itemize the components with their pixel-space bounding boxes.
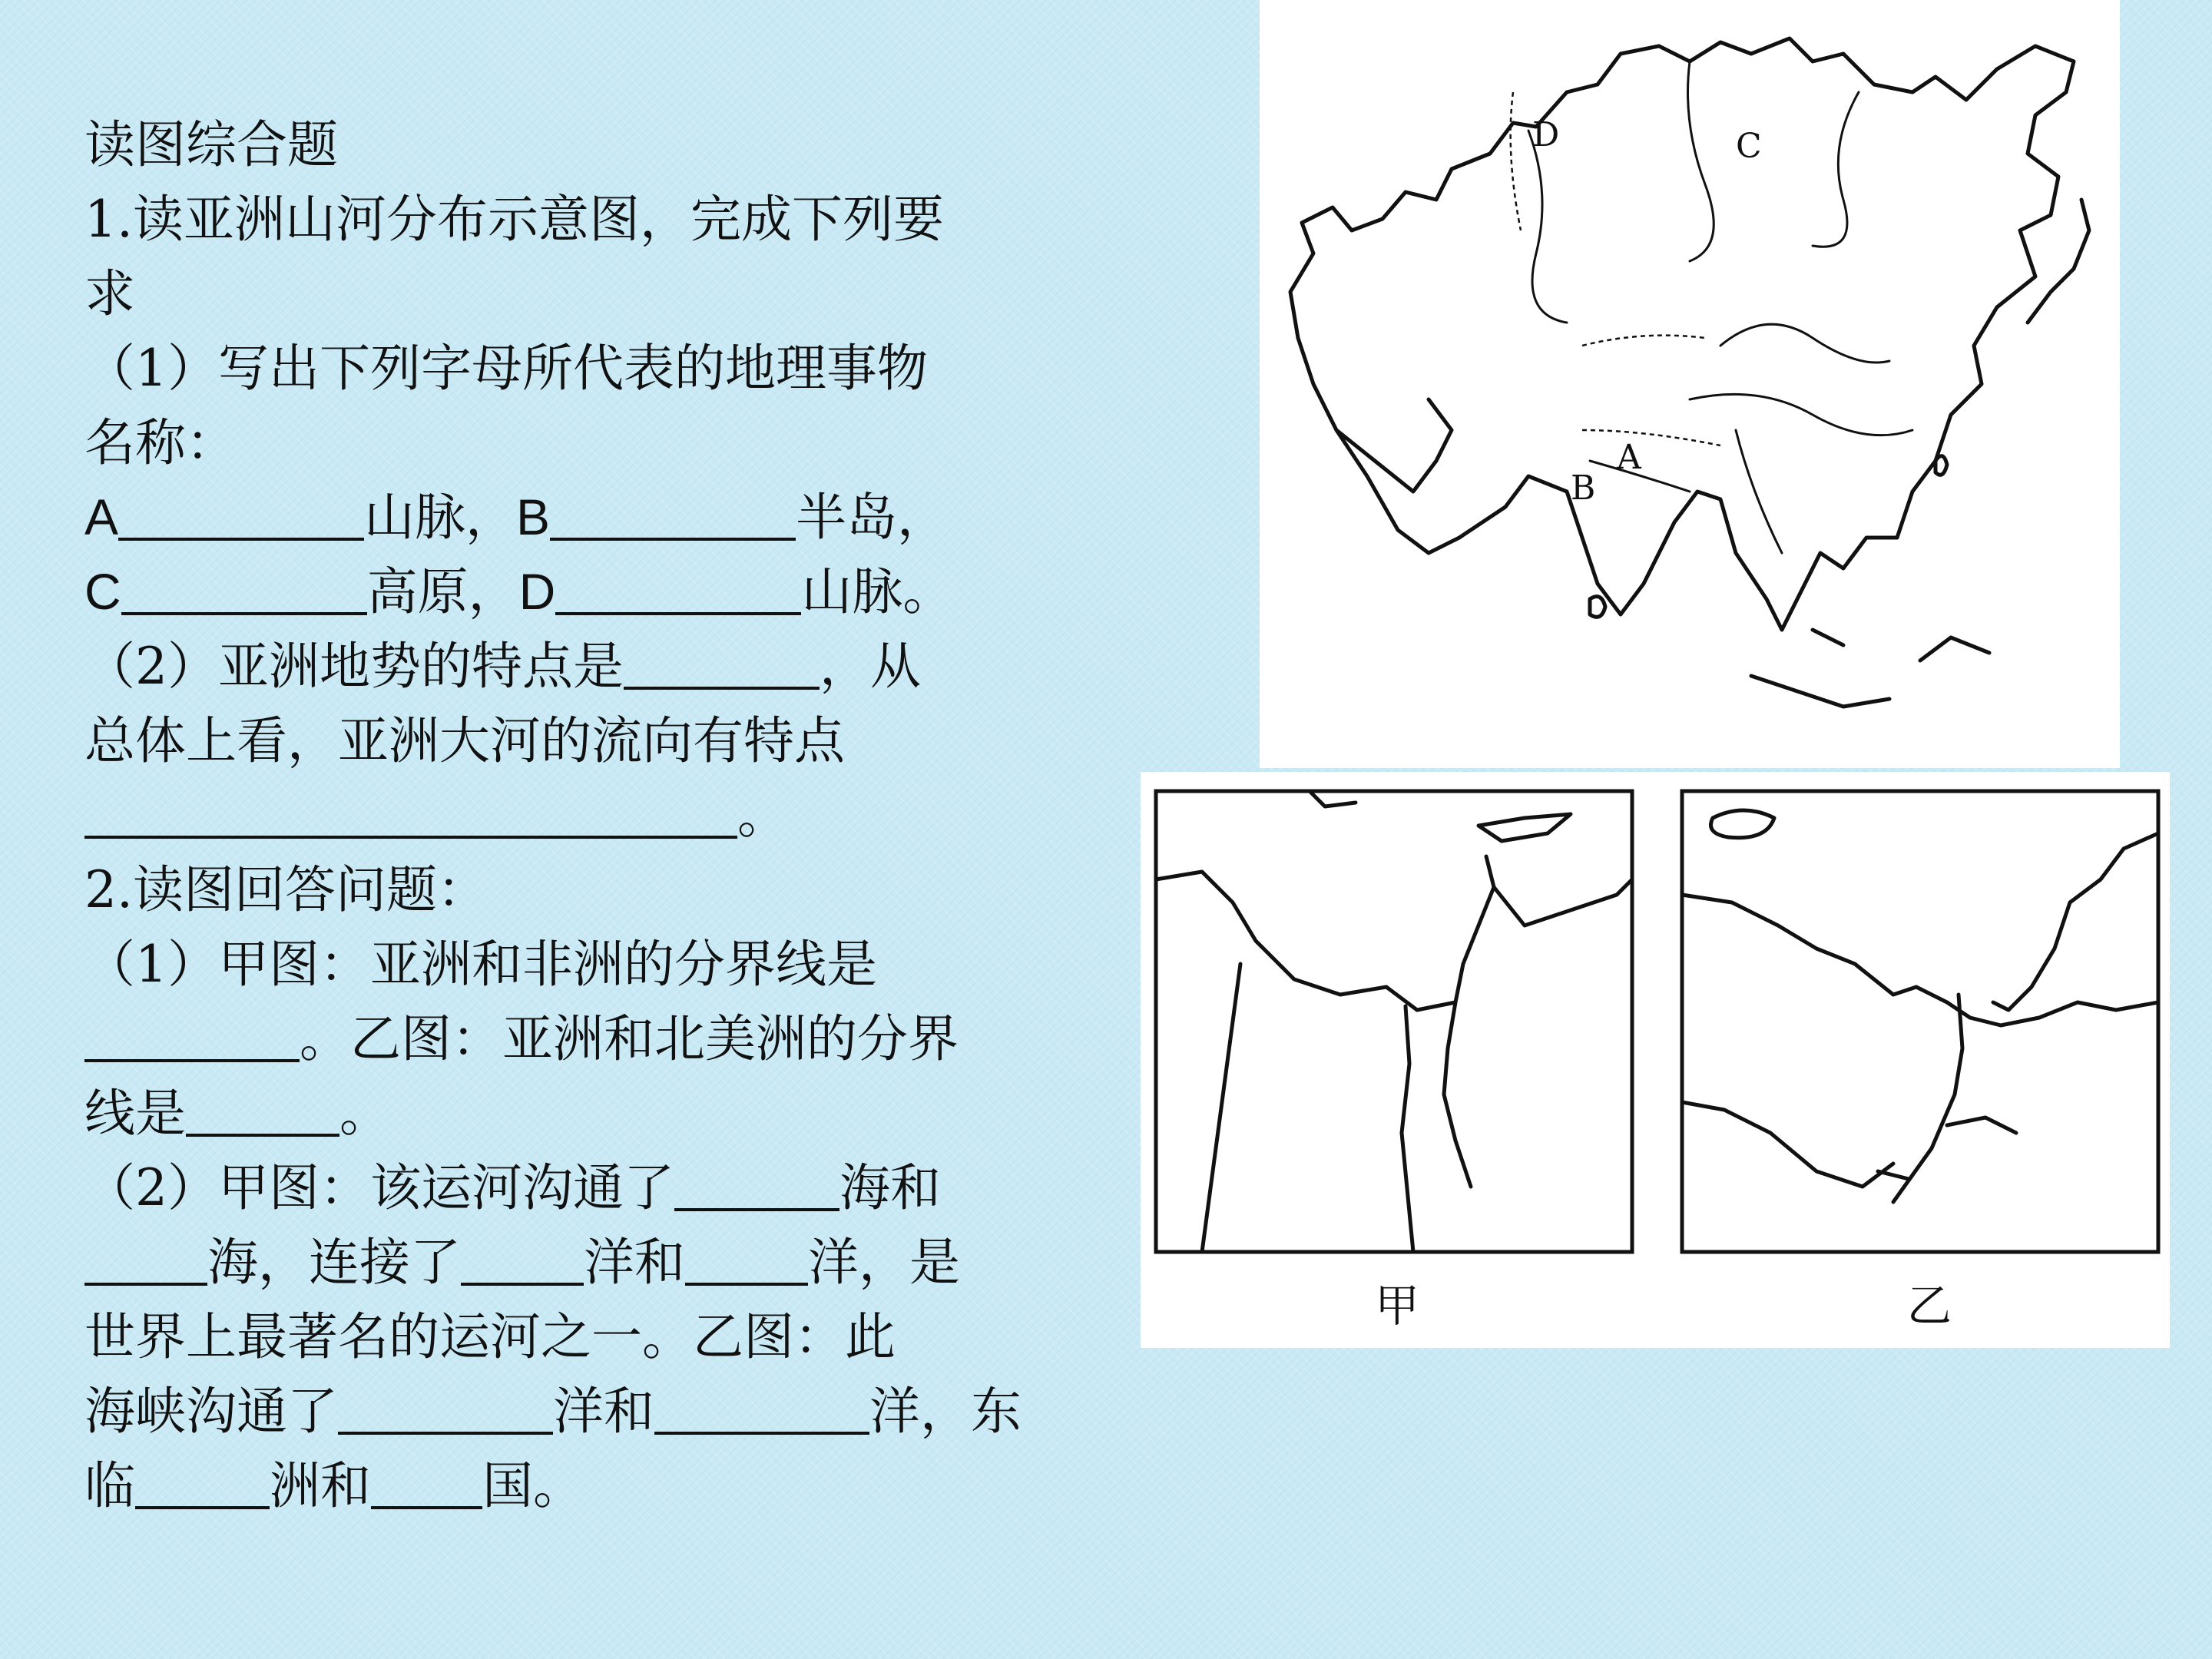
lena-river — [1813, 92, 1859, 247]
yangtze-river — [1690, 394, 1912, 435]
answer-blank-ocean1[interactable] — [461, 1232, 584, 1286]
answer-blank-asia-africa[interactable] — [84, 1008, 300, 1062]
map-label-a: A — [1617, 438, 1641, 477]
q1-stem-line2: 求 — [84, 264, 135, 323]
answer-blank-river-flow[interactable] — [84, 785, 737, 839]
answer-blank-asia-namerica[interactable] — [186, 1083, 339, 1137]
answer-blank-strait-ocean1[interactable] — [338, 1381, 553, 1435]
q1-part1-line1: （1）写出下列字母所代表的地理事物 — [84, 339, 928, 398]
jia-cyprus — [1479, 814, 1571, 841]
himalaya-range — [1582, 430, 1720, 445]
q1-part1-line2: 名称： — [84, 413, 237, 472]
tianshan-range — [1582, 336, 1705, 346]
answer-blank-d[interactable] — [555, 561, 801, 615]
q1-stem-line1: 1.读亚洲山河分布示意图，完成下列要 — [84, 190, 944, 249]
q1-part2-line2: 总体上看，亚洲大河的流向有特点 — [84, 711, 845, 770]
answer-blank-sea1[interactable] — [674, 1157, 839, 1211]
q2-part1-line1: （1）甲图：亚洲和非洲的分界线是 — [84, 935, 877, 994]
map-label-c: C — [1736, 127, 1762, 166]
jia-top-island — [1310, 791, 1356, 806]
asia-rivers-mountains-map — [1260, 0, 2120, 768]
yi-alaska-coast — [1993, 833, 2158, 1010]
yi-southern-islands — [1878, 1118, 2016, 1179]
jia-levant-coast — [1494, 879, 1632, 926]
arabian-peninsula — [1336, 399, 1452, 492]
jia-suez-canal — [1402, 1006, 1413, 1252]
q2-stem: 2.读图回答问题： — [84, 860, 488, 919]
answer-blank-b[interactable] — [550, 487, 796, 541]
q2-part2-line5: 临 洲和 国。 — [84, 1456, 584, 1515]
q2-part2-line4: 海峡沟通了 洋和 洋，东 — [84, 1382, 1022, 1441]
ob-river — [1528, 131, 1567, 323]
answer-blank-c[interactable] — [121, 561, 367, 615]
japan-islands — [2028, 200, 2089, 323]
answer-blank-strait-ocean2[interactable] — [654, 1381, 869, 1435]
asia-map-drawing — [1260, 0, 2120, 768]
taiwan-island — [1936, 456, 1947, 475]
map-label-b: B — [1571, 469, 1596, 508]
yellow-river — [1720, 324, 1889, 363]
yi-st-lawrence-island — [1711, 810, 1775, 838]
answer-blank-ocean2[interactable] — [685, 1232, 808, 1286]
yi-chukotka-coast — [1682, 895, 1970, 1018]
jia-red-sea-gulf — [1444, 856, 1494, 1187]
question-text — [84, 108, 1121, 1523]
answer-blank-country[interactable] — [371, 1455, 482, 1509]
caption-yi: 乙 — [1907, 1280, 1952, 1332]
mekong-river — [1736, 430, 1782, 553]
detail-maps-drawing — [1141, 772, 2170, 1348]
yi-map — [1682, 791, 2158, 1252]
answer-blank-continent[interactable] — [135, 1455, 270, 1509]
q2-part1-line2: 。乙图：亚洲和北美洲的分界 — [84, 1002, 1121, 1076]
asia-coastline — [1290, 38, 2074, 630]
boundary-detail-maps — [1141, 772, 2170, 1348]
yi-bering-strait-line — [1893, 995, 1962, 1202]
answer-blank-terrain[interactable] — [624, 636, 820, 690]
q1-part2-line1: （2）亚洲地势的特点是 ，从 — [84, 637, 921, 696]
q2-part2-line3: 世界上最著名的运河之一。乙图：此 — [84, 1307, 896, 1366]
yenisei-river — [1688, 61, 1714, 261]
ural-range — [1511, 92, 1521, 230]
section-title: 读图综合题 — [84, 115, 338, 174]
q2-part2-line2: 海，连接了 洋和 洋，是 — [84, 1225, 1121, 1300]
jia-nile-line — [1202, 964, 1240, 1252]
q1-cd-line: C 高原，D 山脉。 — [84, 562, 954, 621]
map-label-d: D — [1532, 115, 1560, 154]
jia-map — [1156, 791, 1632, 1252]
yi-southern-coast — [1682, 1102, 1893, 1187]
q2-part1-line3: 线是 。 — [84, 1084, 390, 1143]
caption-jia: 甲 — [1375, 1280, 1420, 1332]
answer-blank-sea2[interactable] — [84, 1232, 207, 1286]
answer-blank-a[interactable] — [118, 487, 364, 541]
jia-mediterranean-coast — [1156, 872, 1455, 1010]
q2-part2-line1: （2）甲图：该运河沟通了 海和 — [84, 1158, 941, 1217]
q1-ab-line: A 山脉，B 半岛， — [84, 488, 949, 547]
q1-part2-line3: 。 — [84, 778, 1121, 853]
sri-lanka — [1590, 597, 1605, 618]
indonesia-islands — [1751, 630, 1989, 707]
